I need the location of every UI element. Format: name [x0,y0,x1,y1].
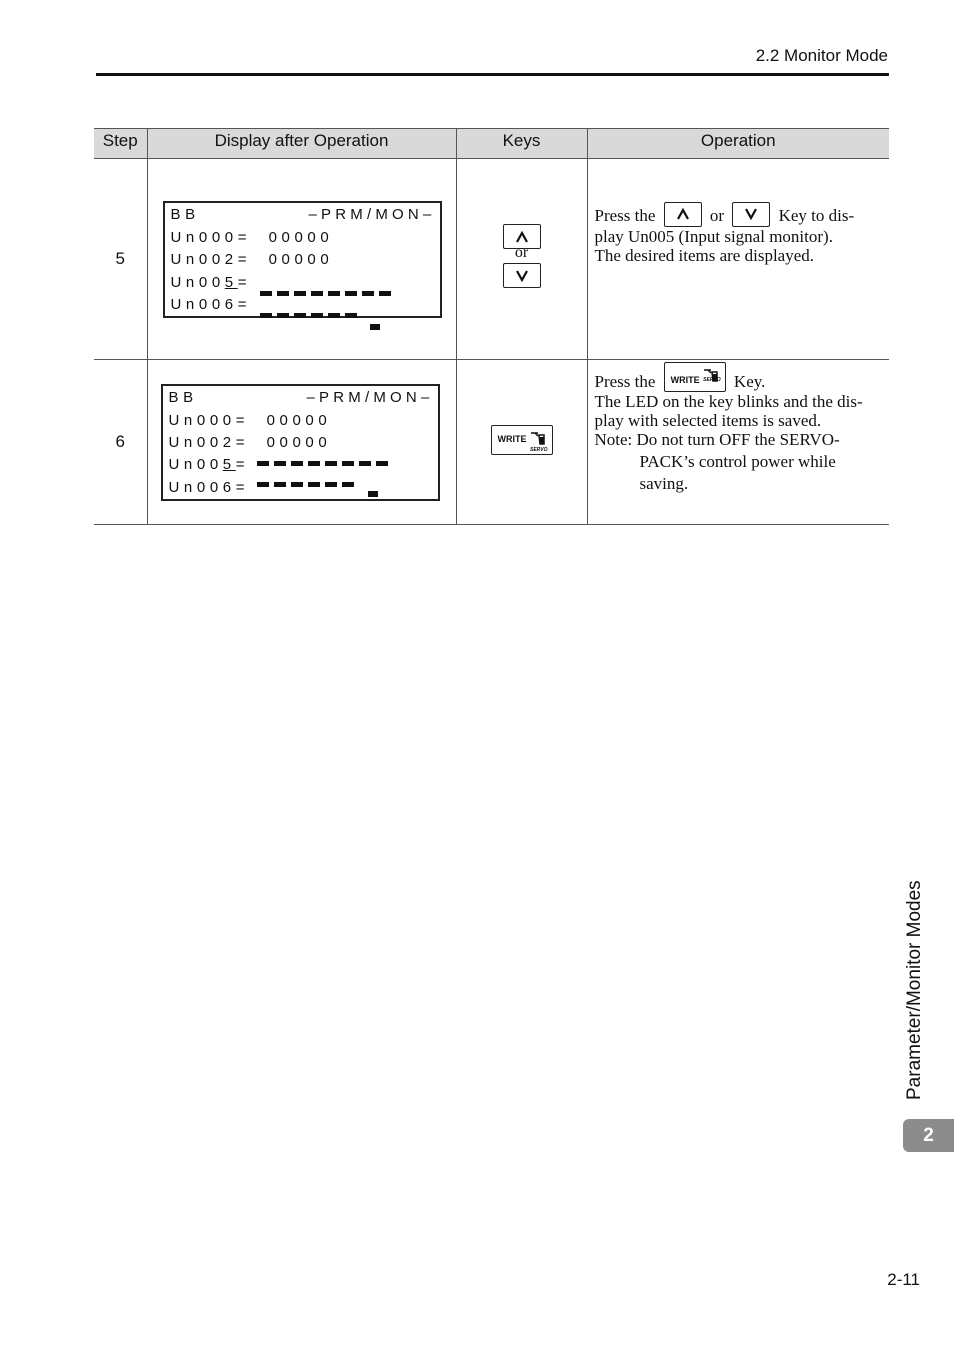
lcd-cursor-digit: 5 [224,273,238,291]
step-number: 6 [94,360,147,525]
up-arrow-icon [515,231,529,243]
servo-icon [530,430,546,446]
keys-cell [456,159,587,360]
lcd-status-right: –PRM/MON– [308,205,436,223]
lcd-status-left: BB [170,205,200,223]
operation-text-segment: Press the [594,206,656,225]
down-arrow-icon [515,270,529,282]
lcd-cursor-digit: 5 [222,455,236,473]
lcd-line: Un006= [168,478,250,496]
signal-bars [257,461,388,466]
operation-text-segment: Key to dis- [778,206,855,225]
write-key-inline [664,362,726,392]
down-arrow-icon [744,208,758,220]
operation-text-segment: Key. [733,372,766,391]
or-text: or [514,244,529,261]
procedure-table [94,128,889,525]
column-header-display: Display after Operation [147,129,456,159]
lcd-line: Un000= 00000 [168,411,332,429]
signal-bars [260,313,357,318]
lcd-line: Un006= [170,295,252,313]
operation-text-segment: The LED on the key blinks and the dis- [594,392,863,412]
section-header: 2.2 Monitor Mode [755,46,888,65]
operation-text-segment: play with selected items is saved. [594,411,822,431]
note-text: Note: Do not turn OFF the SERVO- [594,430,840,450]
lcd-line: Un000= 00000 [170,228,334,246]
operation-text-segment: play Un005 (Input signal monitor). [594,226,833,246]
write-key[interactable] [491,425,553,455]
step-number: 5 [94,159,147,360]
operation-text-segment: Press the [594,372,656,391]
header-rule [96,73,889,76]
lcd-line [171,274,252,291]
column-header-step: Step [94,129,147,159]
keys-cell [456,360,587,525]
up-arrow-key-inline [664,202,702,227]
lcd-line-suffix: = [235,455,250,473]
table-row [94,360,889,525]
lcd-line-prefix: Un00 [168,455,223,473]
operation-text [595,206,884,265]
down-arrow-key[interactable] [503,263,541,288]
lcd-status-right: –PRM/MON– [306,388,434,406]
signal-bars [260,291,391,296]
write-key-label: WRITE [670,375,700,386]
note-text: PACK’s control power while [639,452,836,472]
lcd-line: Un002= 00000 [168,433,332,451]
column-header-keys: Keys [456,129,587,159]
operation-cell [587,159,889,360]
lcd-cursor-block [368,491,378,497]
table-header-row [94,129,889,159]
lcd-display [161,384,440,501]
lcd-display [163,201,442,318]
table-row [94,159,889,360]
operation-text-segment: or [709,206,725,225]
servo-key-sublabel: SERVO [703,377,721,384]
lcd-status-left: BB [168,388,198,406]
signal-bars [257,482,354,487]
up-arrow-icon [676,208,690,220]
servo-key-sublabel: SERVO [529,446,548,453]
lcd-line-suffix: = [237,273,252,291]
lcd-line [169,456,250,473]
down-arrow-key-inline [732,202,770,227]
display-cell [147,159,456,360]
chapter-tab: 2 [903,1119,954,1152]
note-text: saving. [639,474,689,494]
display-cell [147,360,456,525]
lcd-line: Un002= 00000 [170,250,334,268]
write-key-label: WRITE [497,433,527,444]
chapter-side-label: Parameter/Monitor Modes [904,880,925,1100]
operation-text-segment: The desired items are displayed. [594,245,815,265]
lcd-line-prefix: Un00 [170,273,225,291]
page-number: 2-11 [887,1270,920,1289]
column-header-operation: Operation [587,129,889,159]
operation-text [595,372,884,493]
operation-cell [587,360,889,525]
lcd-cursor-block [370,324,380,330]
